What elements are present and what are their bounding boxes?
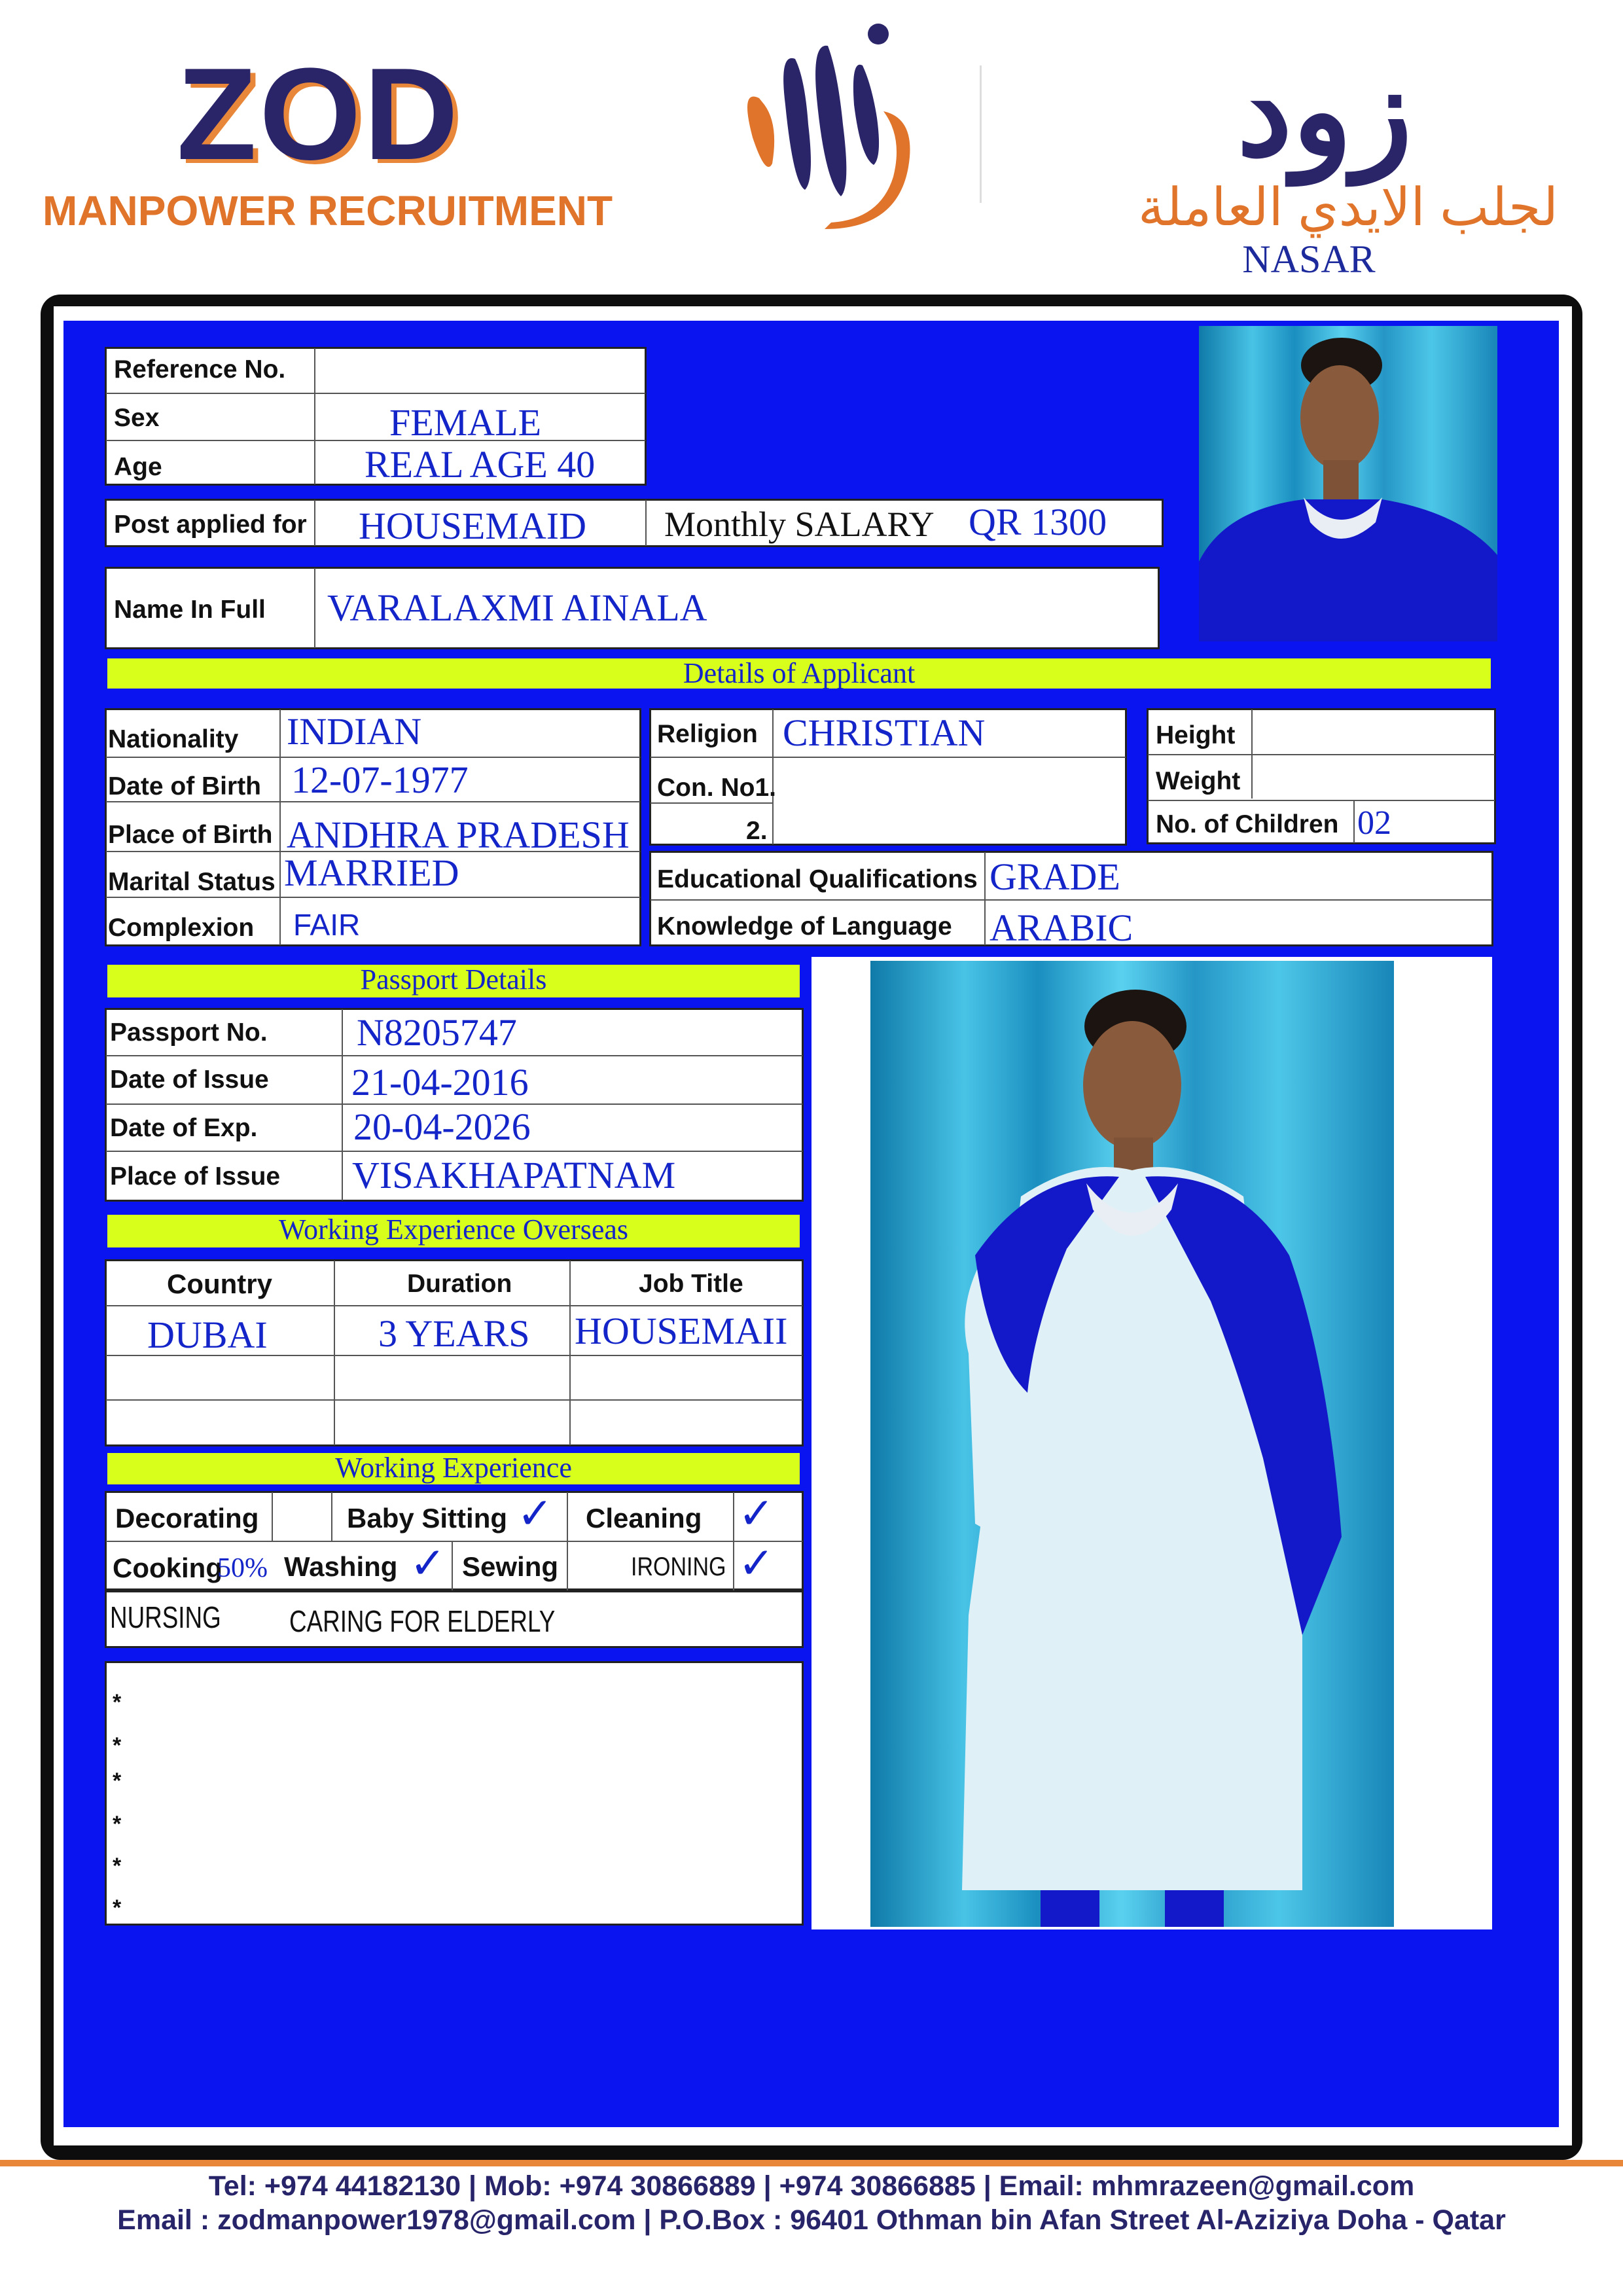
footer-address-line: Email : zodmanpower1978@gmail.com | P.O.Box : 96401 Othman bin Afan Street Al-Aziziya Doha - Qatar bbox=[117, 2204, 1506, 2236]
note-bullet: * bbox=[113, 1854, 122, 1878]
brand-arabic-subtitle: لجلب الايدي العاملة bbox=[1137, 178, 1559, 236]
marital-label: Marital Status bbox=[108, 868, 276, 896]
expiry-date-label: Date of Exp. bbox=[110, 1114, 258, 1142]
salary-value: QR 1300 bbox=[969, 501, 1107, 543]
overseas-header-duration: Duration bbox=[407, 1270, 512, 1298]
footer-divider bbox=[0, 2160, 1623, 2166]
col-divider bbox=[272, 1492, 273, 1541]
overseas-header-job: Job Title bbox=[639, 1270, 743, 1298]
col-divider bbox=[645, 500, 647, 546]
nationality-value: INDIAN bbox=[287, 710, 422, 753]
row-divider bbox=[106, 1055, 802, 1056]
pob-value: ANDHRA PRADESH bbox=[287, 814, 630, 856]
education-label: Educational Qualifications bbox=[657, 865, 978, 893]
col-divider bbox=[567, 1492, 568, 1541]
full-body-figure bbox=[870, 961, 1394, 1927]
note-bullet: * bbox=[113, 1895, 122, 1920]
overseas-header-country: Country bbox=[167, 1268, 272, 1299]
brand-subtitle: MANPOWER RECRUITMENT bbox=[43, 187, 613, 234]
row-divider bbox=[651, 757, 1126, 758]
col-divider bbox=[569, 1261, 571, 1445]
applicant-full-photo bbox=[870, 961, 1394, 1927]
col-divider bbox=[334, 1261, 335, 1445]
post-label: Post applied for bbox=[114, 511, 307, 539]
sex-value: FEMALE bbox=[389, 401, 541, 444]
age-value: REAL AGE 40 bbox=[365, 443, 596, 486]
dob-label: Date of Birth bbox=[108, 772, 261, 800]
note-bullet: * bbox=[113, 1768, 122, 1793]
col-divider bbox=[314, 568, 315, 648]
height-label: Height bbox=[1156, 721, 1236, 749]
washing-check-icon[interactable]: ✓ bbox=[410, 1538, 446, 1588]
education-value: GRADE bbox=[990, 855, 1120, 898]
name-value: VARALAXMI AINALA bbox=[327, 586, 707, 629]
baby-sitting-check-icon[interactable]: ✓ bbox=[517, 1488, 554, 1539]
cooking-value: 50% bbox=[217, 1553, 268, 1583]
marital-value: MARRIED bbox=[284, 852, 459, 894]
cleaning-label: Cleaning bbox=[586, 1503, 702, 1534]
cooking-label: Cooking bbox=[113, 1552, 223, 1583]
children-label: No. of Children bbox=[1156, 810, 1339, 838]
expiry-date-value: 20-04-2026 bbox=[353, 1105, 531, 1148]
decorating-label: Decorating bbox=[115, 1503, 259, 1534]
sewing-label: Sewing bbox=[462, 1551, 559, 1582]
row-divider bbox=[106, 1151, 802, 1152]
row-divider bbox=[106, 1541, 802, 1542]
passport-section-title: Passport Details bbox=[105, 962, 802, 1000]
portrait-figure bbox=[1199, 326, 1497, 641]
overseas-duration-cell: 3 YEARS bbox=[378, 1312, 530, 1355]
row-divider bbox=[106, 897, 640, 898]
col-divider bbox=[331, 1492, 332, 1541]
passport-no-value: N8205747 bbox=[357, 1011, 517, 1054]
col-divider bbox=[1353, 801, 1355, 843]
issue-date-value: 21-04-2016 bbox=[351, 1061, 529, 1103]
post-value: HOUSEMAID bbox=[359, 505, 586, 547]
note-bullet: * bbox=[113, 1690, 122, 1715]
dob-value: 12-07-1977 bbox=[291, 759, 469, 801]
ironing-check-icon[interactable]: ✓ bbox=[738, 1538, 775, 1588]
brand-logo bbox=[733, 13, 929, 262]
sex-label: Sex bbox=[114, 404, 160, 432]
children-value: 02 bbox=[1357, 804, 1391, 842]
ironing-label: IRONING bbox=[631, 1552, 726, 1581]
applicant-portrait-photo bbox=[1199, 326, 1497, 641]
caring-label: CARING FOR ELDERLY bbox=[289, 1604, 556, 1638]
overseas-country-cell: DUBAI bbox=[147, 1314, 268, 1356]
row-divider bbox=[106, 1399, 802, 1401]
brand-nasar: NASAR bbox=[1242, 238, 1376, 281]
col-divider bbox=[314, 500, 315, 546]
overseas-section-title: Working Experience Overseas bbox=[105, 1212, 802, 1250]
issue-date-label: Date of Issue bbox=[110, 1066, 269, 1094]
brand-name: ZOD bbox=[177, 41, 461, 187]
pob-label: Place of Birth bbox=[108, 821, 273, 849]
language-value: ARABIC bbox=[990, 906, 1133, 949]
issue-place-label: Place of Issue bbox=[110, 1162, 281, 1191]
washing-label: Washing bbox=[284, 1551, 398, 1582]
contact2-label: 2. bbox=[746, 817, 768, 845]
col-divider bbox=[342, 1009, 343, 1200]
experience-section-title: Working Experience bbox=[105, 1450, 802, 1487]
passport-no-label: Passport No. bbox=[110, 1018, 268, 1047]
issue-place-value: VISAKHAPATNAM bbox=[352, 1154, 676, 1196]
age-label: Age bbox=[114, 453, 162, 481]
row-divider bbox=[1148, 754, 1495, 755]
col-divider bbox=[314, 348, 315, 484]
col-divider bbox=[733, 1541, 734, 1590]
details-section-title: Details of Applicant bbox=[105, 656, 1493, 691]
note-bullet: * bbox=[113, 1733, 122, 1758]
col-divider bbox=[279, 709, 281, 945]
religion-value: CHRISTIAN bbox=[783, 711, 986, 754]
religion-label: Religion bbox=[657, 720, 758, 748]
row-divider bbox=[651, 802, 772, 804]
note-bullet: * bbox=[113, 1812, 122, 1837]
language-label: Knowledge of Language bbox=[657, 912, 952, 941]
salary-label: Monthly SALARY bbox=[664, 505, 935, 544]
nursing-label: NURSING bbox=[110, 1600, 221, 1634]
col-divider bbox=[733, 1492, 734, 1541]
notes-box bbox=[105, 1661, 804, 1926]
row-divider bbox=[106, 393, 645, 394]
weight-label: Weight bbox=[1156, 767, 1241, 795]
complexion-value: FAIR bbox=[293, 908, 361, 942]
baby-sitting-label: Baby Sitting bbox=[347, 1503, 508, 1534]
col-divider bbox=[567, 1541, 568, 1590]
row-divider bbox=[1148, 800, 1495, 801]
col-divider bbox=[452, 1541, 453, 1590]
complexion-label: Complexion bbox=[108, 914, 255, 942]
name-label: Name In Full bbox=[114, 596, 266, 624]
row-divider bbox=[106, 1305, 802, 1306]
row-divider bbox=[106, 440, 645, 441]
overseas-job-cell-clip bbox=[575, 1309, 801, 1353]
brand-arabic: زود bbox=[1237, 43, 1413, 181]
cleaning-check-icon[interactable]: ✓ bbox=[738, 1488, 775, 1539]
overseas-job-cell: HOUSEMAII bbox=[575, 1310, 788, 1352]
row-divider bbox=[651, 899, 1492, 901]
col-divider bbox=[984, 852, 986, 945]
reference-label: Reference No. bbox=[114, 355, 286, 384]
header-divider bbox=[980, 65, 982, 203]
footer-contact-line: Tel: +974 44182130 | Mob: +974 30866889 | +974 30866885 | Email: mhmrazeen@gmail.com bbox=[208, 2170, 1415, 2202]
nationality-label: Nationality bbox=[108, 725, 239, 753]
contact1-label: Con. No1. bbox=[657, 774, 776, 802]
